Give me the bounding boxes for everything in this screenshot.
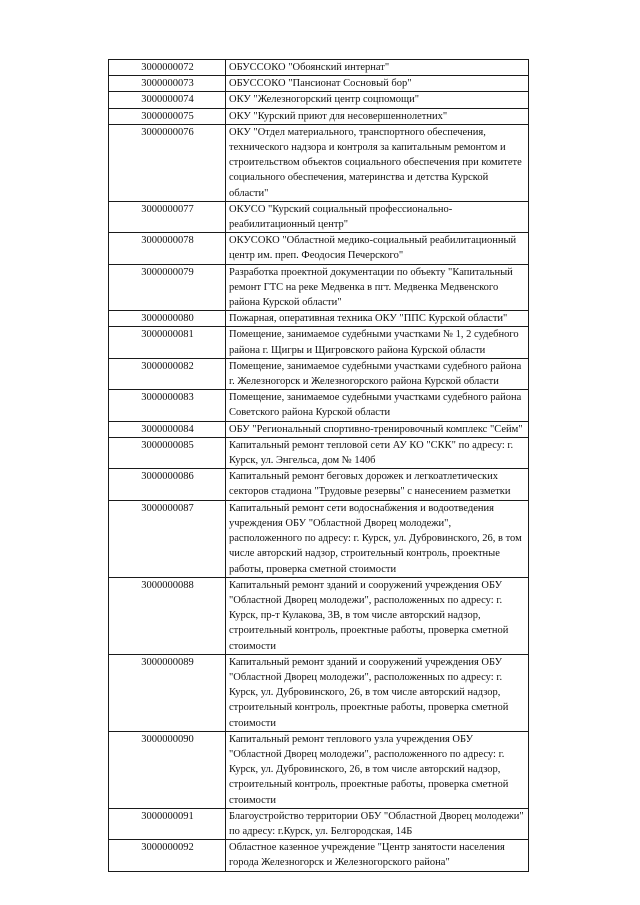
row-name-cell: ОБУССОКО "Пансионат Сосновый бор" (226, 76, 529, 92)
row-name-cell: Разработка проектной документации по объекту "Капитальный ремонт ГТС на реке Медвенка в пгт. Медвенка Медвенского района Курской области" (226, 264, 529, 311)
row-name-cell: Капитальный ремонт зданий и сооружений учреждения ОБУ "Областной Дворец молодежи", расположенных по адресу: г. Курск, пр-т Кулакова, 3В, в том числе авторский надзор, строительный контроль, проектные работы, проверка сметной стоимости (226, 577, 529, 654)
row-name-cell: Помещение, занимаемое судебными участками судебного района Советского района Курской области (226, 390, 529, 421)
table-row (109, 201, 529, 232)
table-row (109, 233, 529, 264)
row-name-cell: Помещение, занимаемое судебными участками № 1, 2 судебного района г. Щигры и Щигровского района Курской области (226, 327, 529, 358)
registry-table-body (109, 60, 529, 872)
row-code-cell: 3000000090 (109, 731, 226, 808)
row-name-cell: ОКУ "Отдел материального, транспортного обеспечения, технического надзора и контроля за капитальным ремонтом и строительством объектов социального обеспечения при комитете социального обеспечения, материнства и детства Курской области" (226, 124, 529, 201)
table-row (109, 577, 529, 654)
table-row (109, 500, 529, 577)
row-code-cell: 3000000081 (109, 327, 226, 358)
row-code-cell: 3000000089 (109, 654, 226, 731)
table-row (109, 421, 529, 437)
row-code-cell: 3000000072 (109, 60, 226, 76)
table-row (109, 60, 529, 76)
row-code-cell: 3000000078 (109, 233, 226, 264)
table-row (109, 654, 529, 731)
row-code-cell: 3000000084 (109, 421, 226, 437)
row-code-cell: 3000000082 (109, 358, 226, 389)
row-code-cell: 3000000086 (109, 469, 226, 500)
row-code-cell: 3000000076 (109, 124, 226, 201)
table-row (109, 124, 529, 201)
row-name-cell: Помещение, занимаемое судебными участками судебного района г. Железногорск и Железногорского района Курской области (226, 358, 529, 389)
registry-table (108, 59, 529, 872)
row-code-cell: 3000000074 (109, 92, 226, 108)
table-row (109, 327, 529, 358)
row-code-cell: 3000000085 (109, 437, 226, 468)
row-name-cell: ОКУ "Курский приют для несовершеннолетних" (226, 108, 529, 124)
row-code-cell: 3000000092 (109, 840, 226, 871)
row-name-cell: Областное казенное учреждение "Центр занятости населения города Железногорск и Железногорского района" (226, 840, 529, 871)
table-row (109, 437, 529, 468)
row-code-cell: 3000000079 (109, 264, 226, 311)
row-name-cell: Капитальный ремонт теплового узла учреждения ОБУ "Областной Дворец молодежи", расположенного по адресу: г. Курск, ул. Дубровинского, 26, в том числе авторский надзор, строительный контроль, проектные работы, проверка сметной стоимости (226, 731, 529, 808)
row-name-cell: ОКУСО "Курский социальный профессионально-реабилитационный центр" (226, 201, 529, 232)
table-row (109, 469, 529, 500)
table-row (109, 92, 529, 108)
row-code-cell: 3000000087 (109, 500, 226, 577)
table-row (109, 311, 529, 327)
table-row (109, 808, 529, 839)
row-name-cell: Капитальный ремонт беговых дорожек и легкоатлетических секторов стадиона "Трудовые резервы" с нанесением разметки (226, 469, 529, 500)
row-code-cell: 3000000073 (109, 76, 226, 92)
table-row (109, 264, 529, 311)
row-code-cell: 3000000083 (109, 390, 226, 421)
row-name-cell: ОБУ "Региональный спортивно-тренировочный комплекс "Сейм" (226, 421, 529, 437)
table-row (109, 840, 529, 871)
row-code-cell: 3000000077 (109, 201, 226, 232)
row-name-cell: Пожарная, оперативная техника ОКУ "ППС Курской области" (226, 311, 529, 327)
row-name-cell: Капитальный ремонт тепловой сети АУ КО "СКК" по адресу: г. Курск, ул. Энгельса, дом № 140б (226, 437, 529, 468)
table-row (109, 731, 529, 808)
row-code-cell: 3000000091 (109, 808, 226, 839)
table-row (109, 358, 529, 389)
row-name-cell: ОКУ "Железногорский центр соцпомощи" (226, 92, 529, 108)
row-name-cell: ОКУСОКО "Областной медико-социальный реабилитационный центр им. преп. Феодосия Печерского" (226, 233, 529, 264)
row-name-cell: ОБУССОКО "Обоянский интернат" (226, 60, 529, 76)
row-name-cell: Благоустройство территории ОБУ "Областной Дворец молодежи" по адресу: г.Курск, ул. Белгородская, 14Б (226, 808, 529, 839)
table-row (109, 390, 529, 421)
row-name-cell: Капитальный ремонт зданий и сооружений учреждения ОБУ "Областной Дворец молодежи", расположенных по адресу: г. Курск, ул. Дубровинского, 26, в том числе авторский надзор, строительный контроль, проектные работы, проверка сметной стоимости (226, 654, 529, 731)
row-code-cell: 3000000080 (109, 311, 226, 327)
table-row (109, 76, 529, 92)
row-code-cell: 3000000075 (109, 108, 226, 124)
table-row (109, 108, 529, 124)
row-code-cell: 3000000088 (109, 577, 226, 654)
row-name-cell: Капитальный ремонт сети водоснабжения и водоотведения учреждения ОБУ "Областной Дворец молодежи", расположенного по адресу: г. Курск, ул. Дубровинского, 26, в том числе авторский надзор, строительный контроль, проектные работы, проверка сметной стоимости (226, 500, 529, 577)
